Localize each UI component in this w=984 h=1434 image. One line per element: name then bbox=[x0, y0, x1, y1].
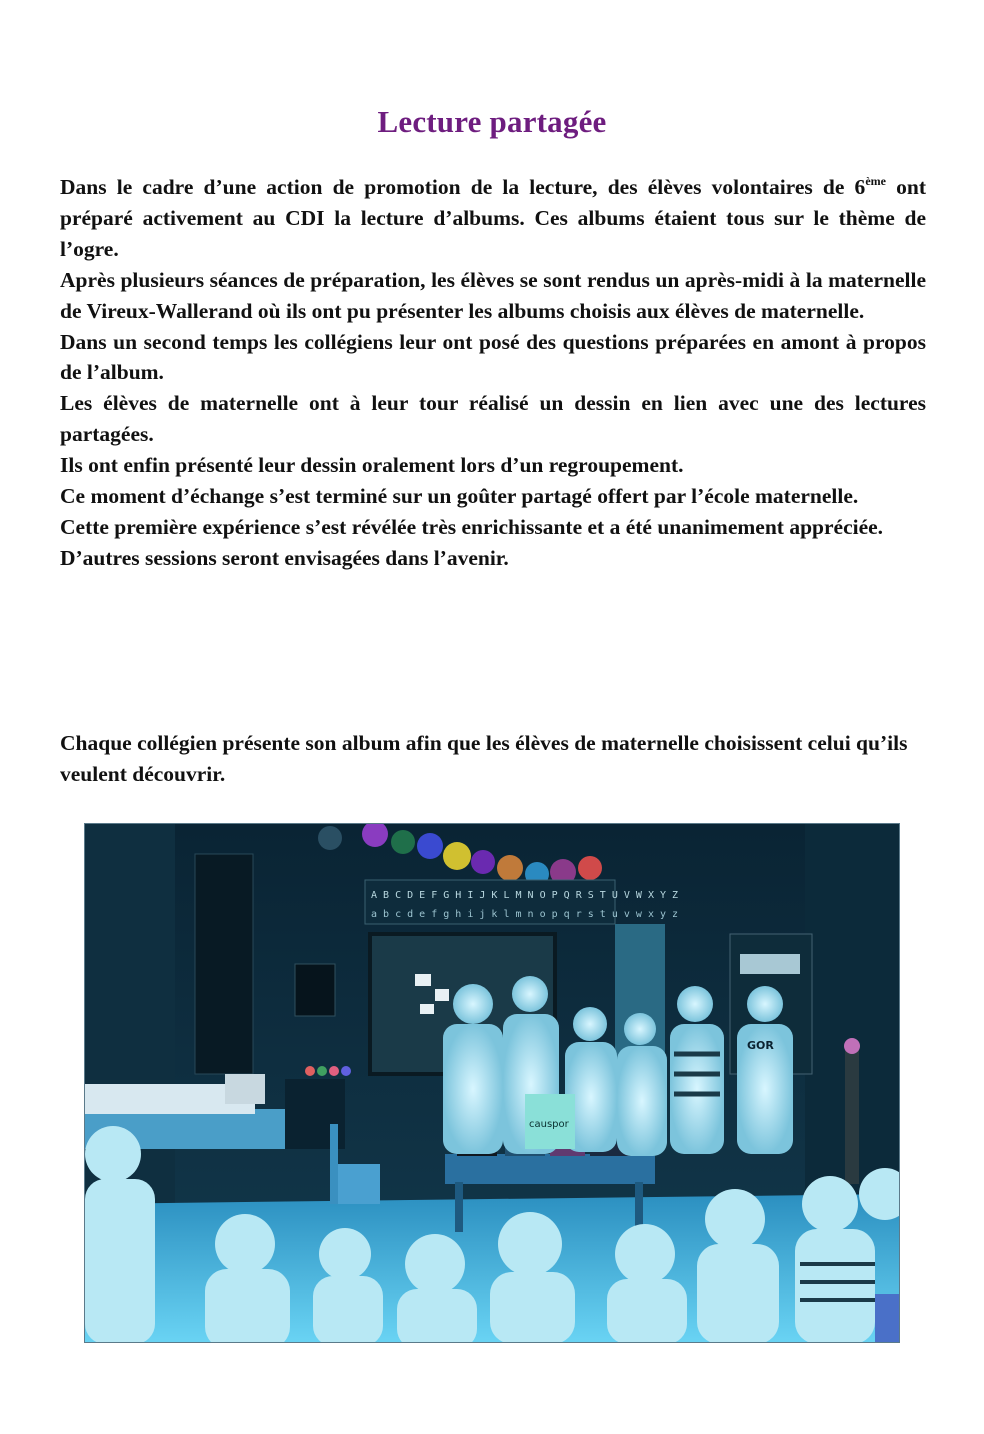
bag-text: causpor bbox=[529, 1119, 569, 1130]
shirt-text: GOR bbox=[747, 1039, 774, 1052]
alphabet-strip-lower: a b c d e f g h i j k l m n o p q r s t u v w x y z bbox=[371, 909, 679, 920]
paragraph-8: D’autres sessions seront envisagées dans l’avenir. bbox=[60, 545, 509, 570]
paragraph-3: Dans un second temps les collégiens leur ont posé des questions préparées en amont à propos de l’album. bbox=[60, 329, 926, 385]
page-title: Lecture partagée bbox=[377, 104, 607, 139]
paragraph-2: Après plusieurs séances de préparation, les élèves se sont rendus un après-midi à la maternelle de Vireux-Wallerand où ils ont pu présenter les albums choisis aux élèves de maternelle. bbox=[60, 267, 926, 323]
article-body bbox=[60, 172, 926, 574]
paragraph-4: Les élèves de maternelle ont à leur tour réalisé un dessin en lien avec une des lectures partagées. bbox=[60, 391, 926, 447]
paragraph-1: Dans le cadre d’une action de promotion de la lecture, des élèves volontaires de 6ème ont préparé activement au CDI la lecture d’albums. Ces albums étaient tous sur le thème de l’ogre. bbox=[60, 174, 926, 261]
paragraph-6: Ce moment d’échange s’est terminé sur un goûter partagé offert par l’école maternelle. bbox=[60, 484, 859, 509]
paragraph-7: Cette première expérience s’est révélée très enrichissante et a été unanimement appréciée. bbox=[60, 514, 884, 539]
classroom-photo bbox=[84, 823, 900, 1343]
alphabet-strip-upper: A B C D E F G H I J K L M N O P Q R S T U V W X Y Z bbox=[371, 890, 679, 901]
photo-caption: Chaque collégien présente son album afin que les élèves de maternelle choisissent celui qu’ils veulent découvrir. bbox=[60, 731, 908, 786]
paragraph-5: Ils ont enfin présenté leur dessin oralement lors d’un regroupement. bbox=[60, 453, 684, 478]
